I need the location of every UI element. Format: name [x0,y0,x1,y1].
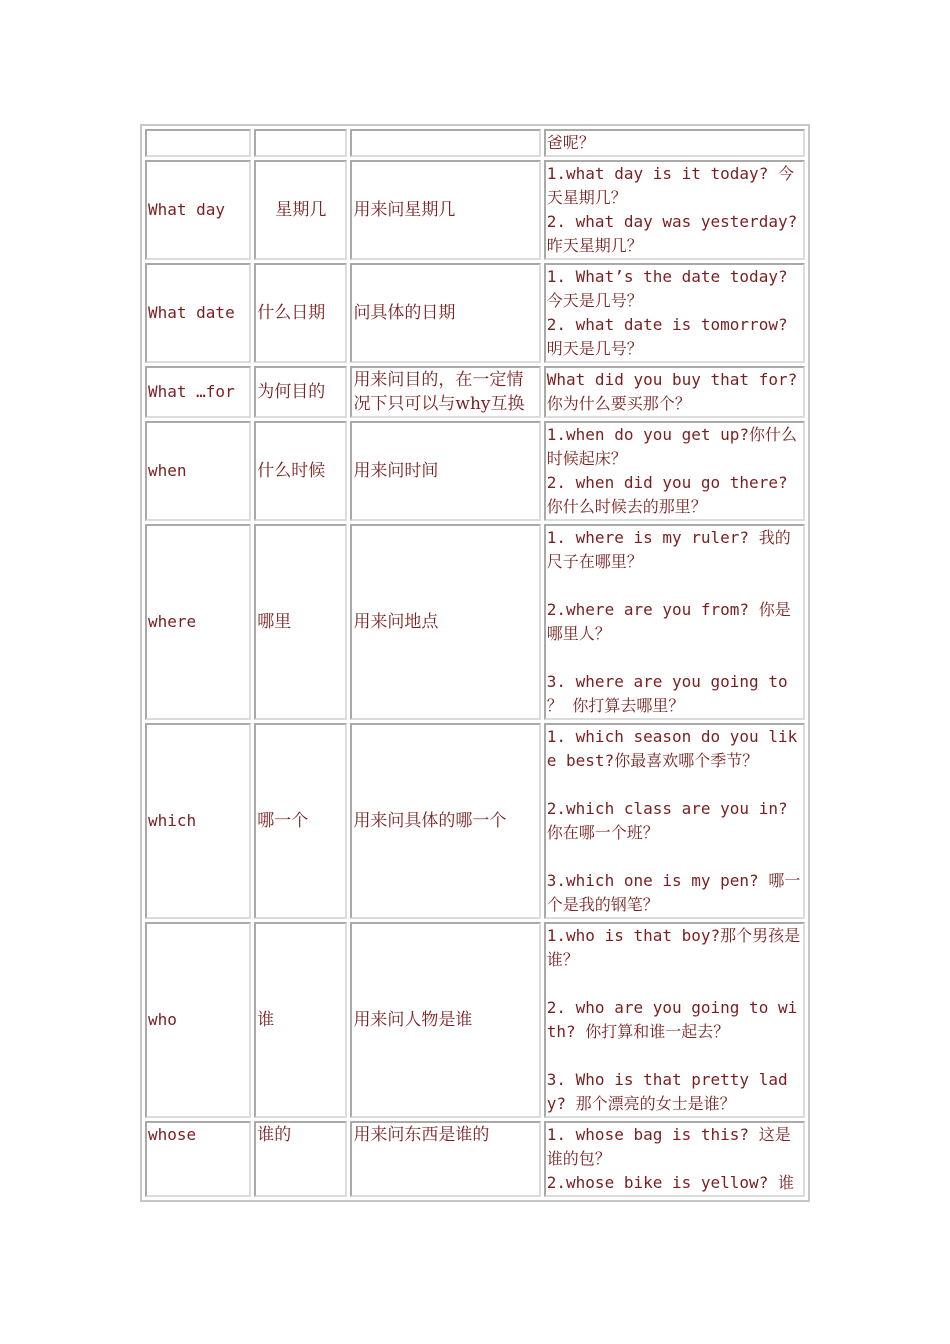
meaning-cell [254,129,347,157]
table-row [145,421,805,521]
examples-cell [544,129,805,157]
word-cell: where [145,524,251,720]
examples-cell [544,421,805,521]
example-text: 1. where is my ruler? 我的尺子在哪里？ [546,528,791,571]
usage-cell: 用来问具体的哪一个 [350,723,540,919]
table-row [145,366,805,418]
example-text: 2. when did you go there? 你什么时候去的那里？ [546,473,788,516]
meaning-cell: 什么时候 [254,421,347,521]
table-row [145,129,805,157]
word-cell: What …for [145,366,251,418]
meaning-cell: 谁 [254,922,347,1118]
example-text: 1.who is that boy?那个男孩是谁？ [546,926,801,969]
example-text: 2.whose bike is yellow? 谁 [546,1173,794,1192]
word-cell: whose [145,1121,251,1197]
example-text: 1.what day is it today? 今天星期几？ [546,164,794,207]
examples-cell [544,1121,805,1197]
examples-cell [544,160,805,260]
example-text: 1. What’s the date today? 今天是几号？ [546,267,788,310]
word-cell [145,129,251,157]
example-text: 1. which season do you like best?你最喜欢哪个季节？ [546,727,798,770]
examples-cell [544,723,805,919]
examples-cell [544,922,805,1118]
word-cell: What date [145,263,251,363]
usage-cell: 用来问地点 [350,524,540,720]
usage-cell: 用来问东西是谁的 [350,1121,540,1197]
meaning-cell: 哪里 [254,524,347,720]
example-text: 3. Who is that pretty lady? 那个漂亮的女士是谁？ [546,1070,788,1113]
table-row [145,160,805,260]
meaning-cell: 为何目的 [254,366,347,418]
question-words-table [140,124,810,1202]
table-row [145,524,805,720]
example-text: 3.which one is my pen? 哪一个是我的钢笔？ [546,871,801,914]
word-cell: when [145,421,251,521]
examples-cell [544,524,805,720]
example-text: What did you buy that for? 你为什么要买那个？ [546,370,798,413]
usage-cell [350,129,540,157]
example-text: 2. what date is tomorrow? 明天是几号？ [546,315,788,358]
usage-cell: 用来问人物是谁 [350,922,540,1118]
word-cell: which [145,723,251,919]
usage-cell: 用来问目的，在一定情况下只可以与why互换 [350,366,540,418]
example-text: 2. what day was yesterday? 昨天星期几？ [546,212,798,255]
meaning-cell: 星期几 [254,160,347,260]
meaning-cell: 什么日期 [254,263,347,363]
example-text: 1.when do you get up?你什么时候起床？ [546,425,798,468]
meaning-cell: 哪一个 [254,723,347,919]
example-text: 2. who are you going to with? 你打算和谁一起去？ [546,998,798,1041]
word-cell: What day [145,160,251,260]
examples-cell [544,366,805,418]
table-row [145,922,805,1118]
table-row [145,263,805,363]
table-row [145,723,805,919]
usage-cell: 问具体的日期 [350,263,540,363]
example-text: 2.where are you from? 你是哪里人？ [546,600,791,643]
example-text: 爸呢？ [546,133,595,152]
usage-cell: 用来问时间 [350,421,540,521]
word-cell: who [145,922,251,1118]
usage-cell: 用来问星期几 [350,160,540,260]
example-text: 3. where are you going to ？ 你打算去哪里？ [546,672,788,715]
examples-cell [544,263,805,363]
example-text: 2.which class are you in?你在哪一个班？ [546,799,788,842]
meaning-cell: 谁的 [254,1121,347,1197]
example-text: 1. whose bag is this? 这是谁的包？ [546,1125,791,1168]
table-row [145,1121,805,1197]
